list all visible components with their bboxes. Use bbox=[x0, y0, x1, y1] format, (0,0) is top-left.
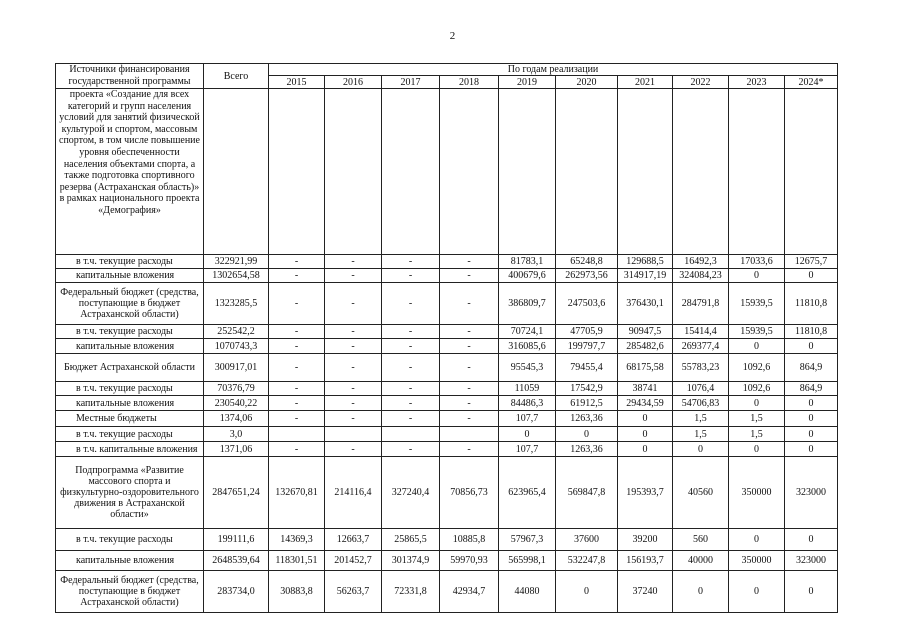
row-label: Федеральный бюджет (средства, поступающие в бюджет Астраханской области) bbox=[56, 283, 204, 325]
year-value-cell: 68175,58 bbox=[618, 354, 673, 382]
year-value-cell: 569847,8 bbox=[556, 457, 618, 529]
year-value-cell: 1,5 bbox=[673, 427, 729, 442]
row-total bbox=[204, 89, 269, 255]
year-value-cell: 37240 bbox=[618, 571, 673, 613]
year-header: 2015 bbox=[269, 76, 325, 89]
year-value-cell: 532247,8 bbox=[556, 551, 618, 571]
row-total: 283734,0 bbox=[204, 571, 269, 613]
year-value-cell: 14369,3 bbox=[269, 529, 325, 551]
year-value-cell: - bbox=[325, 354, 382, 382]
year-value-cell: 25865,5 bbox=[382, 529, 440, 551]
table-row bbox=[56, 339, 838, 354]
year-value-cell: - bbox=[269, 283, 325, 325]
year-value-cell: 61912,5 bbox=[556, 396, 618, 411]
year-value-cell: 864,9 bbox=[785, 382, 838, 396]
year-value-cell: - bbox=[325, 255, 382, 269]
row-total: 230540,22 bbox=[204, 396, 269, 411]
year-value-cell: 56263,7 bbox=[325, 571, 382, 613]
year-value-cell: 10885,8 bbox=[440, 529, 499, 551]
year-value-cell bbox=[325, 89, 382, 255]
year-value-cell: 42934,7 bbox=[440, 571, 499, 613]
year-value-cell: 15414,4 bbox=[673, 325, 729, 339]
year-value-cell: - bbox=[440, 382, 499, 396]
header-total: Всего bbox=[204, 64, 269, 89]
year-value-cell: - bbox=[325, 411, 382, 427]
year-value-cell: 623965,4 bbox=[499, 457, 556, 529]
year-value-cell: 37600 bbox=[556, 529, 618, 551]
year-value-cell: 0 bbox=[556, 571, 618, 613]
year-value-cell: 129688,5 bbox=[618, 255, 673, 269]
year-value-cell: 201452,7 bbox=[325, 551, 382, 571]
table-body bbox=[56, 89, 838, 613]
table-row bbox=[56, 396, 838, 411]
year-value-cell bbox=[729, 89, 785, 255]
row-label: в т.ч. текущие расходы bbox=[56, 427, 204, 442]
year-value-cell: 40000 bbox=[673, 551, 729, 571]
year-value-cell: 29434,59 bbox=[618, 396, 673, 411]
year-value-cell: 1092,6 bbox=[729, 354, 785, 382]
table-row bbox=[56, 551, 838, 571]
year-value-cell: - bbox=[325, 382, 382, 396]
row-total: 1371,06 bbox=[204, 442, 269, 457]
year-header: 2019 bbox=[499, 76, 556, 89]
year-value-cell: 1,5 bbox=[673, 411, 729, 427]
year-value-cell: - bbox=[269, 396, 325, 411]
year-value-cell: 0 bbox=[673, 442, 729, 457]
row-label: Подпрограмма «Развитие массового спорта и физкультурно-оздоровительного движения в Астраханской области» bbox=[56, 457, 204, 529]
year-value-cell: 1,5 bbox=[729, 427, 785, 442]
year-value-cell: - bbox=[440, 339, 499, 354]
year-value-cell bbox=[269, 89, 325, 255]
year-value-cell: 81783,1 bbox=[499, 255, 556, 269]
year-value-cell: 54706,83 bbox=[673, 396, 729, 411]
year-value-cell: 0 bbox=[729, 396, 785, 411]
year-value-cell: 17542,9 bbox=[556, 382, 618, 396]
table-row bbox=[56, 283, 838, 325]
year-value-cell: 0 bbox=[729, 269, 785, 283]
year-value-cell: 39200 bbox=[618, 529, 673, 551]
year-value-cell: 0 bbox=[729, 339, 785, 354]
year-value-cell: - bbox=[269, 255, 325, 269]
year-value-cell: - bbox=[382, 269, 440, 283]
table-row bbox=[56, 411, 838, 427]
year-value-cell bbox=[325, 427, 382, 442]
row-label: проекта «Создание для всех категорий и групп населения условий для занятий физической культурой и спортом, массовым спортом, в том числе повышение уровня обеспеченности населения объектами спорта, а также подготовка спортивного резерва (Астраханская область)» в рамках национального проекта «Демография» bbox=[56, 89, 204, 255]
year-value-cell bbox=[382, 89, 440, 255]
year-value-cell: - bbox=[382, 411, 440, 427]
row-total: 1302654,58 bbox=[204, 269, 269, 283]
year-value-cell: - bbox=[440, 269, 499, 283]
row-label: в т.ч. текущие расходы bbox=[56, 255, 204, 269]
row-label: Местные бюджеты bbox=[56, 411, 204, 427]
row-label: капитальные вложения bbox=[56, 339, 204, 354]
year-value-cell: 38741 bbox=[618, 382, 673, 396]
year-value-cell: - bbox=[269, 411, 325, 427]
year-value-cell: 285482,6 bbox=[618, 339, 673, 354]
year-value-cell: 1092,6 bbox=[729, 382, 785, 396]
table-row bbox=[56, 255, 838, 269]
year-value-cell: - bbox=[382, 382, 440, 396]
year-value-cell: 0 bbox=[729, 571, 785, 613]
year-value-cell: 0 bbox=[499, 427, 556, 442]
year-value-cell: - bbox=[269, 339, 325, 354]
year-value-cell: - bbox=[325, 283, 382, 325]
table-row bbox=[56, 354, 838, 382]
year-value-cell bbox=[440, 89, 499, 255]
year-value-cell: 1263,36 bbox=[556, 442, 618, 457]
year-value-cell: - bbox=[269, 382, 325, 396]
year-value-cell: 316085,6 bbox=[499, 339, 556, 354]
year-value-cell: 0 bbox=[785, 442, 838, 457]
year-header: 2022 bbox=[673, 76, 729, 89]
year-value-cell: - bbox=[325, 325, 382, 339]
row-label: в т.ч. текущие расходы bbox=[56, 325, 204, 339]
year-value-cell: - bbox=[440, 442, 499, 457]
year-value-cell: 59970,93 bbox=[440, 551, 499, 571]
year-value-cell: 214116,4 bbox=[325, 457, 382, 529]
year-value-cell: - bbox=[382, 442, 440, 457]
year-value-cell: - bbox=[440, 411, 499, 427]
year-value-cell bbox=[556, 89, 618, 255]
table-row bbox=[56, 89, 838, 255]
year-header: 2020 bbox=[556, 76, 618, 89]
year-value-cell: 262973,56 bbox=[556, 269, 618, 283]
table-row bbox=[56, 382, 838, 396]
year-value-cell: 247503,6 bbox=[556, 283, 618, 325]
year-value-cell: 1076,4 bbox=[673, 382, 729, 396]
year-value-cell: 17033,6 bbox=[729, 255, 785, 269]
year-value-cell: 72331,8 bbox=[382, 571, 440, 613]
row-total: 1323285,5 bbox=[204, 283, 269, 325]
year-value-cell: - bbox=[440, 396, 499, 411]
year-value-cell: 323000 bbox=[785, 457, 838, 529]
year-value-cell: 79455,4 bbox=[556, 354, 618, 382]
year-value-cell bbox=[440, 427, 499, 442]
year-value-cell: - bbox=[382, 396, 440, 411]
year-value-cell bbox=[618, 89, 673, 255]
table-row bbox=[56, 269, 838, 283]
year-value-cell: 195393,7 bbox=[618, 457, 673, 529]
row-total: 3,0 bbox=[204, 427, 269, 442]
header-source: Источники финансирования государственной программы bbox=[56, 64, 204, 89]
row-total: 322921,99 bbox=[204, 255, 269, 269]
year-value-cell: 0 bbox=[618, 442, 673, 457]
row-total: 199111,6 bbox=[204, 529, 269, 551]
year-value-cell: 11810,8 bbox=[785, 283, 838, 325]
year-value-cell: 560 bbox=[673, 529, 729, 551]
year-value-cell: 1263,36 bbox=[556, 411, 618, 427]
table-row bbox=[56, 427, 838, 442]
row-total: 1070743,3 bbox=[204, 339, 269, 354]
year-value-cell: - bbox=[269, 354, 325, 382]
year-value-cell: 118301,51 bbox=[269, 551, 325, 571]
year-value-cell: 0 bbox=[785, 529, 838, 551]
year-value-cell: 107,7 bbox=[499, 442, 556, 457]
year-value-cell: 327240,4 bbox=[382, 457, 440, 529]
year-header: 2023 bbox=[729, 76, 785, 89]
year-value-cell: 0 bbox=[556, 427, 618, 442]
year-value-cell: - bbox=[269, 325, 325, 339]
year-value-cell: 0 bbox=[785, 427, 838, 442]
year-value-cell: - bbox=[440, 283, 499, 325]
year-value-cell: 12663,7 bbox=[325, 529, 382, 551]
year-value-cell bbox=[269, 427, 325, 442]
table-row bbox=[56, 457, 838, 529]
year-value-cell: 70724,1 bbox=[499, 325, 556, 339]
row-label: Бюджет Астраханской области bbox=[56, 354, 204, 382]
year-value-cell: 15939,5 bbox=[729, 283, 785, 325]
year-value-cell: 57967,3 bbox=[499, 529, 556, 551]
year-value-cell: - bbox=[440, 354, 499, 382]
year-value-cell: 0 bbox=[785, 571, 838, 613]
year-value-cell: - bbox=[325, 396, 382, 411]
year-value-cell: 376430,1 bbox=[618, 283, 673, 325]
table-row bbox=[56, 325, 838, 339]
year-value-cell: 0 bbox=[785, 396, 838, 411]
year-value-cell: 65248,8 bbox=[556, 255, 618, 269]
year-value-cell: 15939,5 bbox=[729, 325, 785, 339]
year-value-cell: 132670,81 bbox=[269, 457, 325, 529]
row-label: в т.ч. текущие расходы bbox=[56, 529, 204, 551]
row-label: в т.ч. текущие расходы bbox=[56, 382, 204, 396]
row-label: капитальные вложения bbox=[56, 551, 204, 571]
year-value-cell: - bbox=[382, 339, 440, 354]
year-value-cell: - bbox=[269, 442, 325, 457]
page-number: 2 bbox=[449, 30, 456, 42]
year-value-cell: 156193,7 bbox=[618, 551, 673, 571]
year-value-cell: - bbox=[440, 325, 499, 339]
year-value-cell: 0 bbox=[729, 442, 785, 457]
year-value-cell: 864,9 bbox=[785, 354, 838, 382]
year-value-cell: - bbox=[382, 283, 440, 325]
year-value-cell: - bbox=[382, 325, 440, 339]
year-value-cell: 0 bbox=[729, 529, 785, 551]
year-value-cell: 0 bbox=[618, 411, 673, 427]
year-value-cell: 400679,6 bbox=[499, 269, 556, 283]
year-value-cell: 269377,4 bbox=[673, 339, 729, 354]
year-value-cell: 199797,7 bbox=[556, 339, 618, 354]
row-total: 300917,01 bbox=[204, 354, 269, 382]
year-value-cell: 314917,19 bbox=[618, 269, 673, 283]
year-value-cell: 90947,5 bbox=[618, 325, 673, 339]
year-value-cell: 11810,8 bbox=[785, 325, 838, 339]
year-value-cell: 386809,7 bbox=[499, 283, 556, 325]
row-total: 1374,06 bbox=[204, 411, 269, 427]
year-value-cell: 565998,1 bbox=[499, 551, 556, 571]
row-total: 2648539,64 bbox=[204, 551, 269, 571]
year-value-cell: 55783,23 bbox=[673, 354, 729, 382]
year-value-cell: 40560 bbox=[673, 457, 729, 529]
year-value-cell: - bbox=[382, 354, 440, 382]
year-header: 2016 bbox=[325, 76, 382, 89]
year-value-cell: 0 bbox=[618, 427, 673, 442]
year-header: 2024* bbox=[785, 76, 838, 89]
year-value-cell: 84486,3 bbox=[499, 396, 556, 411]
year-value-cell bbox=[499, 89, 556, 255]
year-value-cell: 0 bbox=[785, 339, 838, 354]
table-row bbox=[56, 442, 838, 457]
row-label: капитальные вложения bbox=[56, 269, 204, 283]
row-label: капитальные вложения bbox=[56, 396, 204, 411]
year-value-cell: 1,5 bbox=[729, 411, 785, 427]
year-value-cell: - bbox=[440, 255, 499, 269]
year-value-cell: 350000 bbox=[729, 457, 785, 529]
year-value-cell: 0 bbox=[785, 411, 838, 427]
year-value-cell: 12675,7 bbox=[785, 255, 838, 269]
year-value-cell bbox=[785, 89, 838, 255]
year-value-cell: 324084,23 bbox=[673, 269, 729, 283]
year-value-cell: - bbox=[325, 269, 382, 283]
year-value-cell: 70856,73 bbox=[440, 457, 499, 529]
year-header: 2018 bbox=[440, 76, 499, 89]
year-value-cell: 301374,9 bbox=[382, 551, 440, 571]
year-value-cell: 95545,3 bbox=[499, 354, 556, 382]
year-value-cell: 0 bbox=[785, 269, 838, 283]
table-row bbox=[56, 571, 838, 613]
year-value-cell bbox=[382, 427, 440, 442]
financing-table bbox=[55, 63, 838, 613]
row-total: 252542,2 bbox=[204, 325, 269, 339]
year-value-cell: 47705,9 bbox=[556, 325, 618, 339]
row-label: Федеральный бюджет (средства, поступающие в бюджет Астраханской области) bbox=[56, 571, 204, 613]
year-value-cell: - bbox=[325, 442, 382, 457]
year-value-cell: - bbox=[382, 255, 440, 269]
year-value-cell: 107,7 bbox=[499, 411, 556, 427]
year-header: 2021 bbox=[618, 76, 673, 89]
year-value-cell: 0 bbox=[673, 571, 729, 613]
year-header: 2017 bbox=[382, 76, 440, 89]
year-value-cell: 16492,3 bbox=[673, 255, 729, 269]
year-value-cell bbox=[673, 89, 729, 255]
row-total: 2847651,24 bbox=[204, 457, 269, 529]
year-value-cell: 30883,8 bbox=[269, 571, 325, 613]
year-value-cell: - bbox=[325, 339, 382, 354]
year-value-cell: 44080 bbox=[499, 571, 556, 613]
year-value-cell: 323000 bbox=[785, 551, 838, 571]
year-value-cell: 350000 bbox=[729, 551, 785, 571]
header-years-caption: По годам реализации bbox=[269, 64, 838, 76]
year-value-cell: - bbox=[269, 269, 325, 283]
year-value-cell: 284791,8 bbox=[673, 283, 729, 325]
table-row bbox=[56, 529, 838, 551]
row-total: 70376,79 bbox=[204, 382, 269, 396]
year-value-cell: 11059 bbox=[499, 382, 556, 396]
row-label: в т.ч. капитальные вложения bbox=[56, 442, 204, 457]
